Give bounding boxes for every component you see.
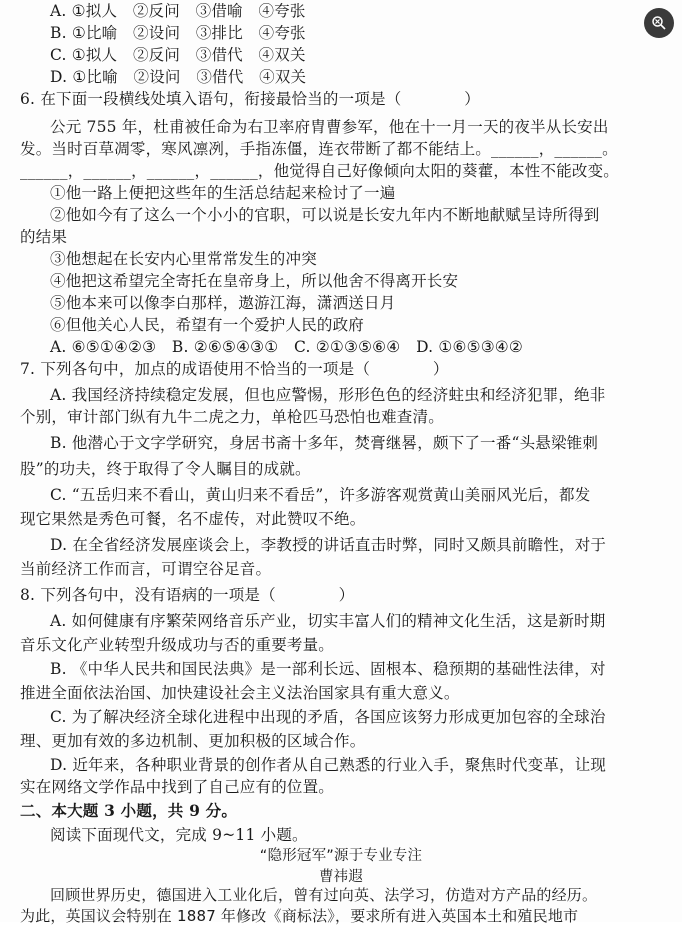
q8-stem: 8. 下列各句中，没有语病的一项是（ ） — [20, 586, 355, 604]
q8-option-a-line1: A. 如何健康有序繁荣网络音乐产业，切实丰富人们的精神文化生活，这是新时期 — [50, 612, 606, 630]
q7-stem: 7. 下列各句中，加点的成语使用不恰当的一项是（ ） — [20, 360, 449, 378]
q6-item: ⑥但他关心人民，希望有一个爱护人民的政府 — [50, 316, 365, 334]
q7-option-a-line2: 个别，审计部门纵有九牛二虎之力，单枪匹马恐怕也难查清。 — [20, 408, 444, 426]
article-body-line: 为此，英国议会特别在 1887 年修改《商标法》，要求所有进入英国本土和殖民地市 — [20, 907, 579, 925]
q7-option-b-line2: 股”的功夫，终于取得了令人瞩目的成就。 — [20, 460, 311, 478]
q6-item: ⑤他本来可以像李白那样，遨游江海，潇洒送日月 — [50, 294, 396, 312]
close-button[interactable] — [644, 8, 674, 38]
q6-item: ③他想起在长安内心里常常发生的冲突 — [50, 250, 317, 268]
q8-option-b-line1: B. 《中华人民共和国民法典》是一部利长远、固根本、稳预期的基础性法律，对 — [50, 660, 606, 678]
close-icon — [651, 15, 667, 31]
q7-option-c-line2: 现它果然是秀色可餐，名不虚传，对此赞叹不绝。 — [20, 510, 366, 528]
q7-option-d-line2: 当前经济工作而言，可谓空谷足音。 — [20, 560, 272, 578]
q6-item: ④他把这希望完全寄托在皇帝身上，所以他舍不得离开长安 — [50, 272, 459, 290]
q8-option-b-line2: 推进全面依法治国、加快建设社会主义法治国家具有重大意义。 — [20, 684, 460, 702]
q6-passage-line: 公元 755 年，杜甫被任命为右卫率府胄曹参军，他在十一月一天的夜半从长安出 — [50, 118, 609, 136]
q6-item-continuation: 的结果 — [20, 228, 68, 246]
q6-item: ②他如今有了这么一个小小的官职，可以说是长安九年内不断地献赋呈诗所得到 — [50, 206, 600, 224]
q6-item: ①他一路上便把这些年的生活总结起来检讨了一遍 — [50, 184, 396, 202]
q6-passage-line: 发。当时百草凋零，寒风凛冽，手指冻僵，连衣带断了都不能结上。______，______。 — [20, 140, 618, 158]
q5-option-b: B. ①比喻 ②设问 ③排比 ④夸张 — [50, 24, 306, 42]
q8-option-d-line2: 实在网络文学作品中找到了自己应有的位置。 — [20, 778, 335, 796]
q7-option-c-line1: C. “五岳归来不看山，黄山归来不看岳”，许多游客观赏黄山美丽风光后，都发 — [50, 486, 591, 504]
q8-option-c-line1: C. 为了解决经济全球化进程中出现的矛盾，各国应该努力形成更加包容的全球治 — [50, 708, 606, 726]
q7-option-b-line1: B. 他潜心于文字学研究，身居书斋十多年，焚膏继晷，颇下了一番“头悬梁锥刺 — [50, 434, 599, 452]
article-body-line: 回顾世界历史，德国进入工业化后，曾有过向英、法学习，仿造对方产品的经历。 — [50, 886, 598, 904]
article-author: 曹祎遐 — [318, 869, 364, 885]
q8-option-c-line2: 理、更加有效的多边机制、更加积极的区域合作。 — [20, 732, 366, 750]
q6-stem: 6. 在下面一段横线处填入语句，衔接最恰当的一项是（ ） — [20, 90, 480, 108]
reading-instruction: 阅读下面现代文，完成 9~11 小题。 — [50, 826, 308, 844]
q8-option-d-line1: D. 近年来，各种职业背景的创作者从自己熟悉的行业入手，聚焦时代变革，让现 — [50, 756, 607, 774]
q7-option-d-line1: D. 在全省经济发展座谈会上，李教授的讲话直击时弊，同时又颇具前瞻性，对于 — [50, 536, 607, 554]
section-heading: 二、本大题 3 小题，共 9 分。 — [20, 801, 238, 820]
q6-options: A. ⑥⑤①④②③ B. ②⑥⑤④③① C. ②①③⑤⑥④ D. ①⑥⑤③④② — [50, 338, 523, 356]
q5-option-d: D. ①比喻 ②设问 ③借代 ④双关 — [50, 68, 307, 86]
q6-passage-line: ______，______，______，______，他觉得自己好像倾向太阳的葵藿，本性不能改变。 — [20, 162, 620, 180]
q5-option-a: A. ①拟人 ②反问 ③借喻 ④夸张 — [50, 2, 306, 20]
article-title: “隐形冠军”源于专业专注 — [259, 848, 423, 864]
q5-option-c: C. ①拟人 ②反问 ③借代 ④双关 — [50, 46, 306, 64]
q7-option-a-line1: A. 我国经济持续稳定发展，但也应警惕，形形色色的经济蛀虫和经济犯罪，绝非 — [50, 386, 606, 404]
q8-option-a-line2: 音乐文化产业转型升级成功与否的重要考量。 — [20, 636, 335, 654]
